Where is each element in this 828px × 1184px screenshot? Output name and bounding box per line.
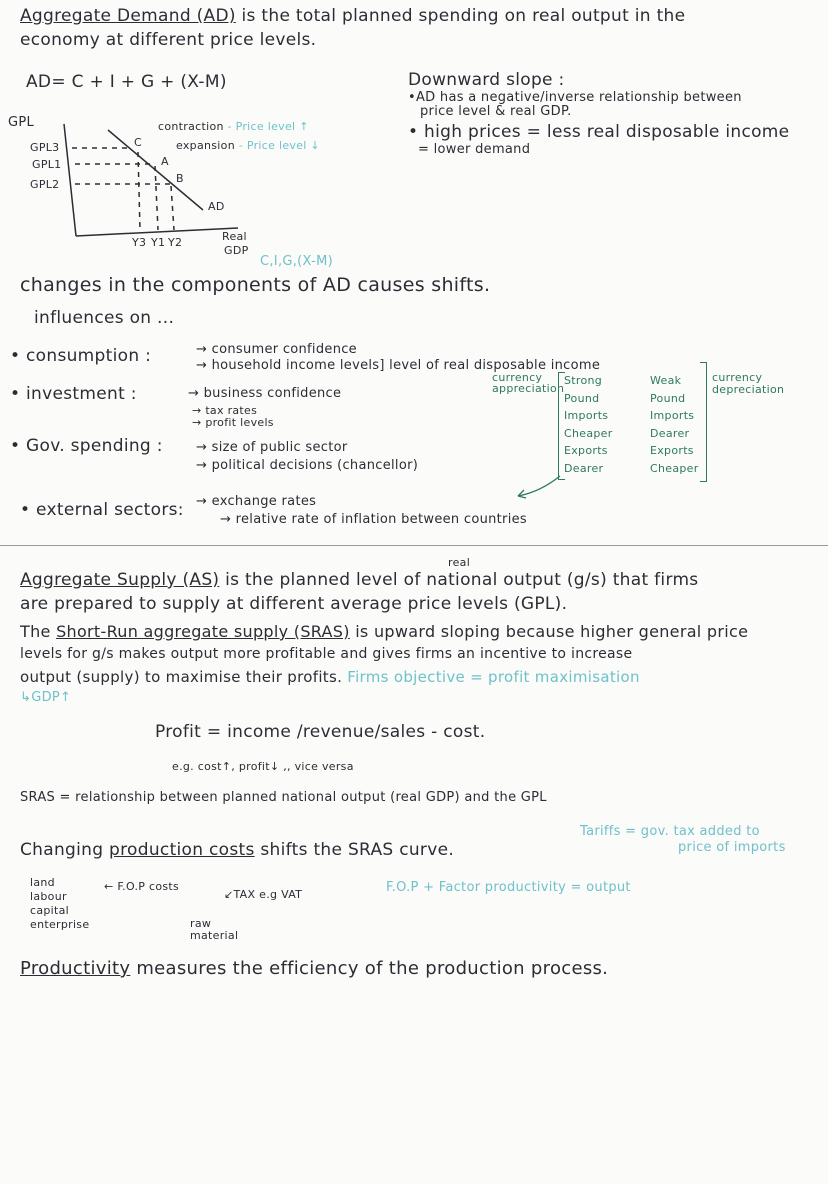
graph-x-axis-label: Real: [222, 230, 247, 243]
real-note: real: [448, 556, 471, 569]
guide-lines: [72, 148, 174, 230]
influence-line: → relative rate of inflation between countries: [220, 512, 527, 527]
weak-item: Pound: [650, 391, 686, 405]
contraction-note: - Price level ↑: [227, 120, 309, 133]
graph-y-tick: GPL3: [30, 141, 60, 154]
tariffs-note: Tariffs = gov. tax added to: [580, 824, 760, 839]
fop-item: enterprise: [30, 918, 90, 931]
strong-item: Cheaper: [564, 426, 613, 440]
productivity-definition: measures the efficiency of the production process.: [136, 958, 609, 979]
gdp-note: ↳GDP↑: [20, 690, 72, 705]
components-note: C,I,G,(X-M): [260, 254, 333, 269]
contraction-text: contraction: [158, 120, 224, 133]
weak-item: Exports: [650, 444, 694, 457]
raw-material-line: raw: [190, 917, 212, 930]
expansion-label: [176, 139, 320, 152]
ad-term: Aggregate Demand (AD): [20, 6, 236, 26]
currency-depreciation: [712, 372, 784, 396]
weak-item: Dearer: [650, 426, 690, 440]
strong-item: Dearer: [564, 461, 604, 475]
ad-formula: AD= C + I + G + (X-M): [26, 72, 227, 92]
influence-line: → profit levels: [192, 416, 274, 429]
raw-material: [190, 918, 238, 942]
fop-item: land: [30, 876, 55, 889]
influence-line: → household income levels] level of real disposable income: [196, 358, 601, 373]
downward-title: Downward slope :: [408, 70, 565, 90]
ad-definition-line2: economy at different price levels.: [20, 30, 317, 50]
graph-y-axis-label: GPL: [8, 115, 35, 130]
graph-y-tick: GPL2: [30, 178, 60, 191]
costs-term: production costs: [109, 840, 255, 860]
graph-point-label: A: [161, 155, 169, 168]
influence-gov-spending: • Gov. spending :: [10, 436, 163, 456]
currency-appreciation: [492, 372, 564, 394]
fop-item: labour: [30, 890, 67, 903]
influence-line: → tax rates: [192, 404, 258, 417]
section-divider: [0, 545, 828, 546]
downward-point: = lower demand: [418, 142, 531, 157]
productivity-term: Productivity: [20, 958, 131, 979]
weak-item: Cheaper: [650, 461, 699, 475]
influence-line: → consumer confidence: [196, 342, 357, 357]
strong-item: Exports: [564, 444, 608, 457]
downward-point: • high prices = less real disposable income: [408, 122, 790, 142]
strong-pound-list: [564, 372, 613, 477]
sras-line4: levels for g/s makes output more profitable and gives firms an incentive to increase: [20, 646, 633, 662]
sras-line: [20, 622, 748, 641]
firms-objective: Firms objective = profit maximisation: [347, 668, 640, 686]
x-axis: [76, 228, 238, 236]
expansion-text: expansion: [176, 139, 235, 152]
profit-example: e.g. cost↑, profit↓ ,, vice versa: [172, 760, 354, 773]
ad-definition: [20, 6, 685, 26]
sras-post: is upward sloping because higher general price: [355, 622, 749, 641]
graph-y-tick: GPL1: [32, 158, 62, 171]
contraction-label: [158, 120, 309, 133]
downward-point: price level & real GDP.: [420, 104, 572, 119]
downward-point: •AD has a negative/inverse relationship between: [408, 90, 742, 105]
strong-item: Pound: [564, 391, 600, 405]
weak-pound-list: [650, 372, 699, 477]
tax-note: ↙TAX e.g VAT: [224, 888, 303, 901]
sras-line5: [20, 668, 640, 686]
sras-term: Short-Run aggregate supply (SRAS): [56, 622, 350, 641]
costs-pre: Changing: [20, 840, 104, 860]
shifts-heading: changes in the components of AD causes shifts.: [20, 274, 491, 296]
y-axis: [64, 124, 76, 236]
graph-point-label: B: [176, 172, 184, 185]
graph-x-tick: Y3: [132, 236, 147, 249]
weak-item: Weak: [650, 374, 682, 387]
fop-list: [30, 876, 89, 932]
fop-item: capital: [30, 904, 70, 917]
strong-item: Imports: [564, 409, 609, 422]
output-formula: F.O.P + Factor productivity = output: [386, 880, 631, 895]
tariffs-note: price of imports: [678, 840, 786, 855]
influence-investment: • investment :: [10, 384, 137, 404]
currency-appreciation-line: currency: [492, 371, 543, 384]
influence-line: → political decisions (chancellor): [196, 458, 419, 473]
weak-item: Imports: [650, 409, 695, 422]
currency-depreciation-line: currency: [712, 371, 763, 384]
influence-external: • external sectors:: [20, 500, 184, 520]
influence-line: → exchange rates: [196, 494, 317, 509]
graph-x-tick: Y1: [151, 236, 166, 249]
sras-definition: SRAS = relationship between planned national output (real GDP) and the GPL: [20, 790, 547, 805]
graph-x-axis-label: GDP: [224, 244, 249, 257]
graph-x-tick: Y2: [168, 236, 183, 249]
ad-definition-text: is the total planned spending on real output in the: [241, 6, 686, 26]
influence-line: → size of public sector: [196, 440, 348, 455]
fop-costs: ← F.O.P costs: [104, 880, 180, 893]
influence-consumption: • consumption :: [10, 346, 152, 366]
currency-appreciation-line: appreciation: [492, 382, 565, 395]
graph-curve-label: AD: [208, 200, 225, 213]
expansion-note: - Price level ↓: [238, 139, 320, 152]
bracket-right: [700, 362, 707, 482]
strong-item: Strong: [564, 374, 603, 387]
sras-pre: The: [20, 622, 51, 641]
as-term: Aggregate Supply (AS): [20, 570, 220, 590]
costs-post: shifts the SRAS curve.: [260, 840, 455, 860]
profit-formula: Profit = income /revenue/sales - cost.: [155, 722, 486, 742]
sras-line5-text: output (supply) to maximise their profits.: [20, 668, 343, 686]
arrow-to-external: [510, 472, 570, 502]
production-costs-line: [20, 840, 454, 860]
raw-material-line: material: [190, 929, 239, 942]
currency-depreciation-line: depreciation: [712, 383, 785, 396]
as-definition: [20, 570, 698, 590]
as-definition-line2: are prepared to supply at different average price levels (GPL).: [20, 594, 568, 614]
graph-point-label: C: [134, 136, 142, 149]
as-definition-text: is the planned level of national output (g/s) that firms: [225, 570, 699, 590]
productivity-line: [20, 958, 608, 979]
influences-heading: influences on ...: [34, 308, 175, 328]
influence-line: → business confidence: [188, 386, 342, 401]
